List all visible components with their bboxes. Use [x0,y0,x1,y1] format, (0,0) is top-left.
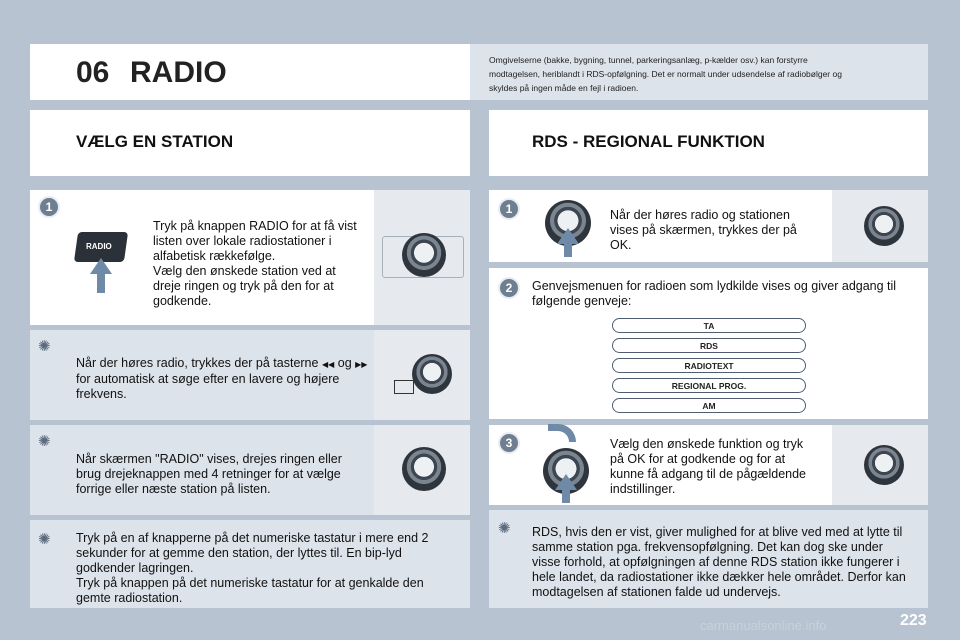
lightbulb-icon: ✺ [498,520,511,537]
right-step2-badge: 2 [498,277,520,299]
left-tip2-text: Når skærmen "RADIO" vises, drejes ringen eller brug drejeknappen med 4 retninger for at vælge forrige eller næste station på listen. [76,452,342,496]
menu-option-am[interactable]: AM [612,398,806,413]
menu-option-ta[interactable]: TA [612,318,806,333]
right-heading-text: RDS - REGIONAL FUNKTION [532,132,765,151]
left-tip3-text: Tryk på en af knapperne på det numeriske tastatur i mere end 2 sekunder for at gemme den station, der lyttes til. En bip-lyd godkender lagringen. Tryk på knappen på det numeriske tastatur for at genkalde den gemte radiostation. [76,531,429,605]
right-step3-badge: 3 [498,432,520,454]
arrow-up-icon [557,228,579,244]
menu-option-radiotext[interactable]: RADIOTEXT [612,358,806,373]
intro-text: Omgivelserne (bakke, bygning, tunnel, parkeringsanlæg, p-kælder osv.) kan forstyrre modtagelsen, heriblandt i RDS-opfølgning. Det er normalt under udsendelse af radiobølger og skyldes på ingen måde en fejl i radioen. [489,55,842,93]
radio-knob-icon [864,206,904,246]
forward-icon: ▶▶ [355,360,368,369]
tip1-and: og [337,356,352,370]
right-step2-text: Genvejsmenuen for radioen som lydkilde vises og giver adgang til følgende genveje: [532,279,897,308]
arrow-up-icon [555,474,577,490]
radio-knob-icon [864,445,904,485]
lightbulb-icon: ✺ [38,433,51,450]
radio-unit-thumb-4 [832,190,928,262]
arrow-stem [97,273,105,293]
chapter-number: 06 [76,56,110,89]
left-step1-text: Tryk på knappen RADIO for at få vist listen over lokale radiostationer i alfabetisk rækkefølge. Vælg den ønskede station ved at dreje ringen og tryk på den for at godkende. [153,219,357,308]
watermark: carmanualsonline.info [700,618,827,633]
radio-unit-thumb-3 [374,425,470,515]
left-step1-badge: 1 [38,196,60,218]
page-number: 223 [900,612,927,629]
arrow-stem [564,243,572,257]
right-step1-text: Når der høres radio og stationen vises på skærmen, trykkes der på OK. [610,208,797,252]
radio-unit-thumb-2 [374,330,470,420]
rewind-icon: ◀◀ [321,360,335,369]
radio-unit-thumb-5 [832,425,928,505]
right-tip-text: RDS, hvis den er vist, giver mulighed for at blive ved med at lytte til samme station pga. frekvensopfølgning. Det kan dog ske under visse forhold, at opfølgningen af denne RDS station ikke fungerer i hele landet, da radiostationer ikke dækker hele området. Derfor kan modtagelsen af stationen falde ud undervejs. [532,525,906,599]
left-heading-text: VÆLG EN STATION [76,132,234,151]
arrow-up-icon [90,258,112,274]
radio-knob-icon [402,447,446,491]
lightbulb-icon: ✺ [38,531,51,548]
menu-option-regional-prog[interactable]: REGIONAL PROG. [612,378,806,393]
radio-knob-icon [412,354,452,394]
arrow-stem [562,489,570,503]
radio-knob-icon [402,233,446,277]
seek-buttons-highlight [394,380,414,394]
tip1-text-b: for automatisk at søge efter en lavere og højere frekvens. [76,372,340,401]
right-step1-badge: 1 [498,198,520,220]
tip1-text-a: Når der høres radio, trykkes der på tasterne [76,356,319,370]
left-tip1-text [76,356,368,402]
page-title: RADIO [130,56,227,89]
right-step3-text: Vælg den ønskede funktion og tryk på OK for at godkende og for at kunne få adgang til de pågældende indstillinger. [610,437,806,496]
lightbulb-icon: ✺ [38,338,51,355]
radio-button-label: RADIO [86,242,112,251]
menu-option-rds[interactable]: RDS [612,338,806,353]
radio-unit-thumb-1 [374,190,470,325]
